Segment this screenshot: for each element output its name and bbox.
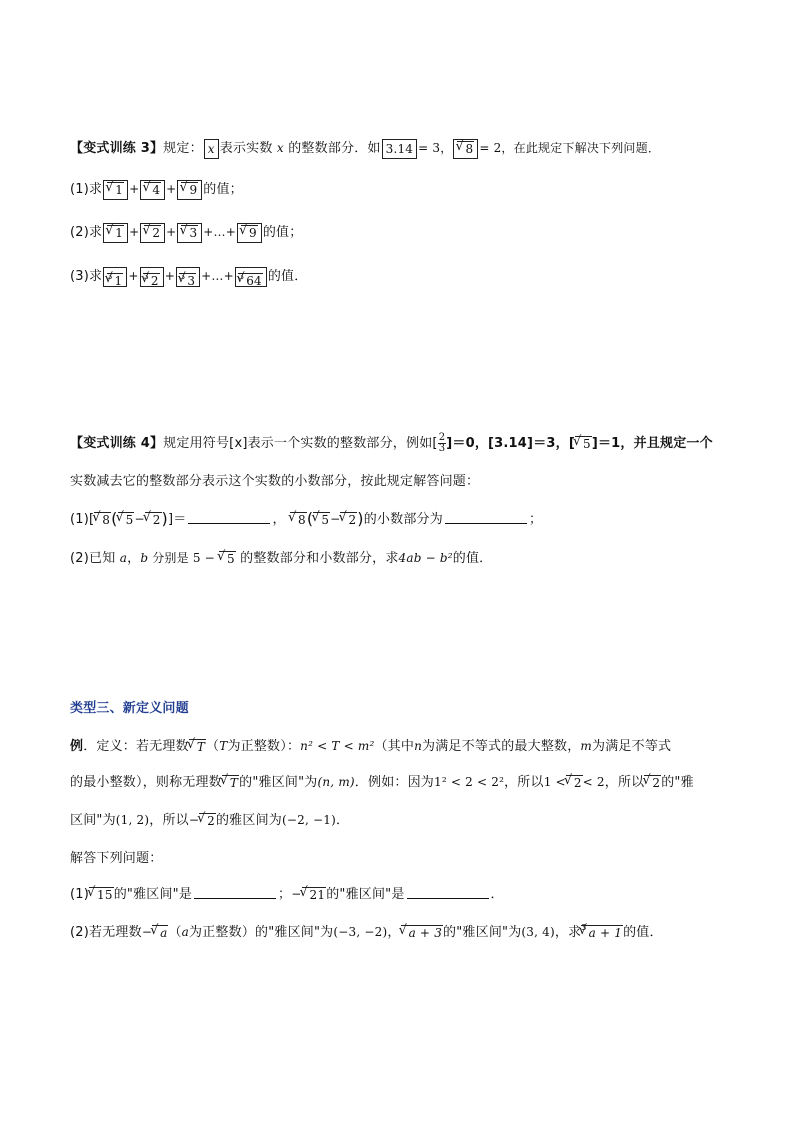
s3-t2: 表示实数: [219, 141, 273, 156]
q3-suffix: 的值．: [267, 269, 308, 284]
var-b: b: [140, 551, 149, 565]
q3-idx2: 3: [143, 271, 149, 281]
s4-q2-t1: (2)已知: [70, 551, 120, 566]
s5-q1-t2: ；: [278, 887, 292, 902]
s5-l3-c: 的雅区间为: [215, 813, 282, 828]
s5-l2-d: ，所以: [504, 775, 544, 790]
var-m: m: [580, 739, 593, 753]
s4-q1-sqrt5: √ 5: [118, 512, 135, 528]
s4-t1: 规定用符号[x]表示一个实数的整数部分，例如[: [163, 436, 438, 451]
s5-l1-a: ．定义：若无理数: [83, 739, 189, 754]
interval-3-4: (3, 4): [521, 925, 555, 939]
q2-ellipsis: +…+: [203, 225, 236, 239]
q1-sqrt1: √ 1: [107, 182, 124, 198]
s5-q2-t6: ，求: [554, 925, 582, 940]
ineq-1: n² < T < m²: [300, 739, 375, 753]
sqrt8: √ 8: [457, 141, 474, 157]
s4-q2-t2: 分别是 5 −: [148, 551, 219, 565]
paren-close: ): [161, 509, 168, 528]
s5-l1-f: 为满足不等式: [592, 739, 672, 754]
floor-x: [204, 139, 219, 159]
s5-line1: [70, 734, 734, 758]
s4-q1-minus: −: [134, 512, 145, 526]
paren-close-2: ): [357, 509, 364, 528]
s4-q2-t4: 的值．: [452, 551, 493, 566]
sqrt-21: √ 21: [302, 887, 327, 903]
q1-plus2: +: [166, 182, 177, 196]
q1-sqrt9: √ 9: [181, 182, 198, 198]
ex2-eq: = 2，在此规定下解决下列问题．: [479, 141, 661, 155]
s5-l1-d: （其中: [374, 739, 415, 754]
s5-q1-t1: 的"雅区间"是: [113, 887, 193, 902]
s4-q1-label: (1)[: [70, 512, 95, 527]
answer-blank-3[interactable]: [194, 884, 276, 899]
paren-open-2: (: [306, 509, 314, 528]
q2-term2: [140, 223, 165, 243]
q1-label: (1)求: [70, 182, 103, 197]
s5-l3-b: ，所以: [149, 813, 189, 828]
s5-l1-c: 为正整数）：: [227, 739, 301, 754]
frac-num: 2: [438, 432, 446, 443]
q1-suffix: 的值；: [203, 182, 243, 197]
q3-cbrt1: √ 1: [107, 273, 124, 289]
s5-q2: [70, 916, 734, 940]
section-heading: 类型三、新定义问题: [70, 701, 189, 716]
q2-sqrt2: √ 2: [144, 225, 161, 241]
s5-q2-t2: （: [168, 925, 182, 940]
q1-term3: [177, 180, 202, 200]
s4-q2-comma: ，: [127, 551, 141, 566]
q3-cbrt64: √ 64: [238, 273, 263, 289]
sqrt-a: √ a: [152, 925, 168, 941]
var-a: a: [119, 551, 128, 565]
s4-q1-minus-2: −: [330, 512, 341, 526]
s5-q2-t7: 的值．: [623, 925, 663, 940]
s5-line4: 解答下列问题：: [70, 851, 163, 866]
ineq-3a: 1 <: [543, 775, 566, 789]
s4-q1-tail: 的小数部分为: [363, 512, 443, 527]
ex1-eq: = 3，: [418, 141, 453, 155]
q3-term1: [103, 267, 127, 287]
sqrt-T-2: √ T: [222, 775, 239, 791]
q3-label: (3)求: [70, 269, 103, 284]
s5-q2-t5: 的"雅区间"为: [443, 925, 522, 940]
floor-3-14: [382, 139, 418, 159]
floor-sqrt8: [453, 139, 478, 159]
answer-blank-2[interactable]: [445, 509, 527, 524]
q3-ellipsis: +…+: [201, 269, 234, 283]
q2-label: (2)求: [70, 225, 103, 240]
s4-q2: [70, 546, 734, 570]
q3-term3: [176, 267, 200, 287]
neg-sign-3: −: [141, 925, 153, 939]
var-T: T: [219, 739, 228, 753]
s5-q1-label: (1): [70, 887, 90, 902]
s5-l2-f: 的"雅: [661, 775, 694, 790]
s5-line3: [70, 808, 734, 832]
neg-sign: −: [188, 813, 200, 827]
q1-term1: [103, 180, 128, 200]
interval-neg: (−2, −1): [281, 813, 336, 827]
s4-t3: ]＝1，并且规定一个: [591, 436, 713, 451]
s3-prefix: 【变式训练 3】: [70, 141, 164, 156]
sqrt-2-b: √ 2: [644, 775, 661, 791]
s5-q1-end: ．: [490, 887, 504, 902]
s3-t1: 规定：: [163, 141, 203, 156]
s5-l3-a: 区间"为: [70, 813, 116, 828]
q3-cbrt2: √ 2: [143, 273, 160, 289]
s4-sqrt5: √ 5: [575, 436, 592, 452]
q2-suffix: 的值；: [262, 225, 303, 240]
q3-plus1: +: [128, 269, 139, 283]
s5-l2-b: 的"雅区间"为: [239, 775, 318, 790]
s5-l2-e: ，所以: [604, 775, 645, 790]
sqrt-2-a: √ 2: [566, 775, 583, 791]
q3-plus2: +: [164, 269, 176, 283]
sqrt-15: √ 15: [89, 887, 114, 903]
ineq-3b: < 2: [582, 775, 605, 789]
q3-idx4: 3: [238, 271, 245, 281]
q2-term4: [237, 223, 262, 243]
sqrt-2-c: √ 2: [199, 813, 216, 829]
s4-prefix: 【变式训练 4】: [70, 436, 164, 451]
s4-q1-sqrt5b: √ 5: [313, 512, 330, 528]
q3-idx1: 3: [107, 271, 113, 281]
frac-den: 3: [438, 443, 446, 454]
sqrt-T: √ T: [189, 739, 206, 755]
s5-line2: [70, 770, 734, 794]
s4-q1-sqrt8: √ 8: [94, 512, 111, 528]
q2-sqrt3: √ 3: [181, 225, 198, 241]
s4-q2-t3: 的整数部分和小数部分，求: [235, 551, 399, 566]
s3-q1: [70, 177, 734, 201]
s5-l3-d: ．: [335, 813, 350, 828]
s5-l1-b: （: [206, 739, 220, 754]
s4-statement: [70, 432, 734, 456]
q1-plus1: +: [129, 182, 140, 196]
s3-statement: [70, 136, 734, 160]
q2-sqrt1: √ 1: [107, 225, 124, 241]
s4-q2-sqrt5: √ 5: [219, 551, 236, 567]
q3-idx3: 3: [180, 271, 186, 281]
s4-q1-sqrt8b: √ 8: [290, 512, 307, 528]
q3-cbrt3: √ 3: [179, 273, 196, 289]
interval-nm: (n, m): [317, 775, 355, 789]
answer-blank-1[interactable]: [188, 509, 270, 524]
cbrt-a-plus-1: √ a + 1: [581, 925, 623, 941]
interval-1-2: (1, 2): [115, 813, 150, 827]
s4-t2: ]＝0，[3.14]＝3，[: [446, 436, 575, 451]
neg-sign-2: −: [291, 887, 302, 901]
floor-3-14-val: 3.14: [385, 141, 414, 156]
q3-term4: [235, 267, 267, 287]
var-a-2: a: [181, 925, 190, 939]
ex-label: 例: [70, 739, 84, 754]
s4-q1-mid: ]＝: [168, 512, 187, 527]
q2-term3: [177, 223, 202, 243]
q2-sqrt9: √ 9: [241, 225, 258, 241]
q1-term2: [140, 180, 165, 200]
q2-plus1: +: [129, 225, 140, 239]
s5-q1: [70, 882, 734, 906]
q2-plus2: +: [166, 225, 177, 239]
ineq-2: 1² < 2 < 2²: [434, 775, 505, 789]
s4-line2: 实数减去它的整数部分表示这个实数的小数部分，按此规定解答问题：: [70, 474, 480, 489]
cbrt-index: 3: [581, 923, 587, 932]
s4-q2-expr: 4ab − b²: [398, 551, 453, 565]
interval-neg3-neg2: (−3, −2): [333, 925, 388, 939]
sqrt-a-plus-3: √ a + 3: [401, 925, 443, 941]
s4-q1-sqrt2: √ 2: [145, 512, 162, 528]
q2-term1: [103, 223, 128, 243]
paren-open: (: [111, 509, 118, 528]
s4-q1-end: ；: [528, 512, 543, 527]
s5-q2-t4: ，: [387, 925, 401, 940]
s4-q1-sep: ，: [272, 512, 286, 527]
frac-2-3: [438, 433, 447, 454]
q1-sqrt4: √ 4: [144, 182, 161, 198]
var-x: x: [276, 141, 284, 155]
var-n: n: [414, 739, 423, 753]
s5-l1-e: 为满足不等式的最大整数，: [422, 739, 581, 754]
s5-q2-t1: (2)若无理数: [70, 925, 142, 940]
s4-q1-sqrt2b: √ 2: [340, 512, 357, 528]
s4-q1: [70, 507, 734, 531]
q3-term2: [140, 267, 164, 287]
s5-l2-c: ．例如：因为: [354, 775, 434, 790]
s5-q1-t3: 的"雅区间"是: [326, 887, 405, 902]
s3-q2: [70, 220, 734, 244]
s5-q2-t3: 为正整数）的"雅区间"为: [189, 925, 334, 940]
answer-blank-4[interactable]: [407, 884, 489, 899]
s3-t3: 的整数部分．如: [288, 141, 381, 156]
s3-q3: [70, 264, 734, 288]
floor-x-var: x: [207, 141, 215, 156]
s5-l2-a: 的最小整数），则称无理数: [70, 775, 222, 790]
